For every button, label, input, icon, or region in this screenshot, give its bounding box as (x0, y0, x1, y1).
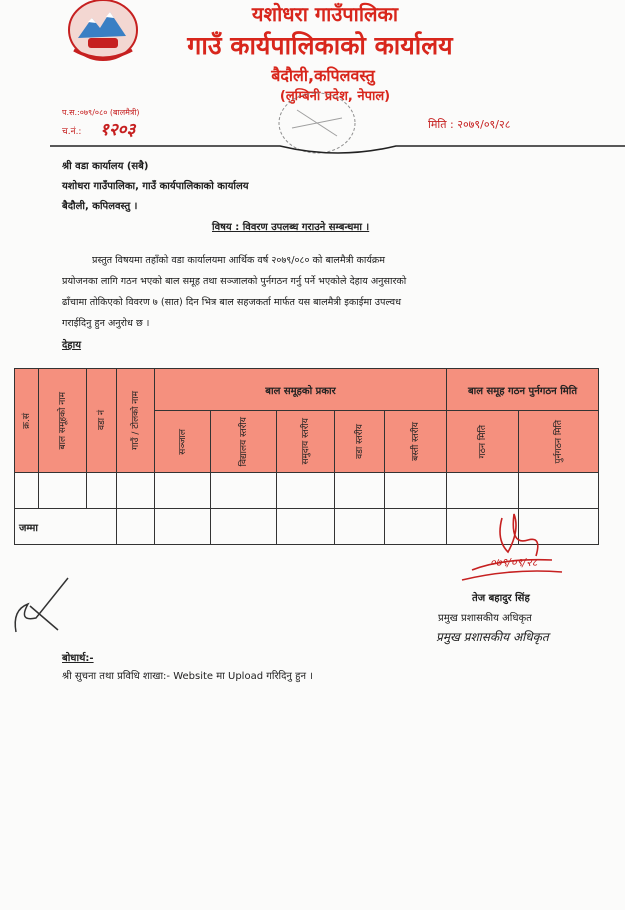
col-header-group-name-text: बाल समूहको नाम (58, 391, 68, 450)
header-divider (50, 142, 625, 158)
body-line-3: ढाँचामा तोकिएको विवरण ७ (सात) दिन भित्र बाल सहजकर्ता मार्फत यस बालमैत्री इकाईमा उपल्वध (62, 297, 402, 308)
body-line-4: गराईदिनु हुन अनुरोध छ । (62, 318, 150, 329)
type-ward (335, 411, 385, 473)
table-cell (519, 473, 599, 509)
dispatch-number-value: १२०३ (100, 120, 136, 140)
officer-signature (432, 510, 572, 590)
municipality-name: यशोधरा गाउँपालिका (251, 2, 399, 26)
type-school-text: विद्यालय स्तरीय (239, 416, 249, 467)
table-row (15, 473, 599, 509)
signer-designation-stamp: प्रमुख प्रशासकीय अधिकृत (436, 630, 549, 644)
type-network-text: सञ्जाल (178, 428, 188, 455)
table-cell (211, 509, 277, 545)
type-community-text: समुदाय स्तरीय (301, 418, 311, 465)
type-settlement-text: बस्ती स्तरीय (411, 422, 421, 461)
province-country: (लुम्बिनी प्रदेश, नेपाल) (279, 89, 391, 104)
reference-number: प.स.:०७९/०८० (बालमैत्री) (62, 108, 140, 117)
annex-label: देहाय (62, 340, 82, 351)
office-location: बैदौली,कपिलवस्तु (271, 66, 375, 85)
col-header-group-name (39, 369, 87, 473)
table-cell (155, 473, 211, 509)
government-emblem-icon (64, 0, 142, 64)
table-cell (211, 473, 277, 509)
letter-date: मिति : २०७९/०९/२८ (428, 118, 511, 131)
table-cell (15, 473, 39, 509)
table-cell (155, 509, 211, 545)
table-cell (277, 509, 335, 545)
date-reformation (519, 411, 599, 473)
table-cell (39, 473, 87, 509)
recipient-line-3: बैदौली, कपिलवस्तु । (62, 201, 138, 212)
col-header-village (117, 369, 155, 473)
table-cell (335, 509, 385, 545)
col-header-village-text: गाउँ / टोलको नाम (131, 391, 141, 450)
recipient-line-1: श्री वडा कार्यालय (सबै) (62, 161, 149, 172)
group-type-header: बाल समूहको प्रकार (155, 369, 447, 411)
date-formation-text: गठन मिति (478, 424, 489, 459)
table-cell (117, 473, 155, 509)
signer-designation: प्रमुख प्रशासकीय अधिकृत (438, 613, 532, 624)
cc-label: बोधार्थ:- (62, 653, 94, 664)
recipient-line-2: यशोधरा गाउँपालिका, गाउँ कार्यपालिकाको कार्यालय (62, 181, 249, 192)
body-line-1: प्रस्तुत विषयमा तहाँको वडा कार्यालयमा आर्थिक वर्ष २०७९/०८० को बालमैत्री कार्यक्रम (92, 255, 385, 266)
cc-text: श्री सुचना तथा प्रविधि शाखा:- Website मा Upload गरिदिनु हुन । (62, 671, 313, 682)
dispatch-number-label: च.नं.: (62, 127, 82, 137)
initials-signature (8, 570, 78, 640)
type-school (211, 411, 277, 473)
type-settlement (385, 411, 447, 473)
type-ward-text: वडा स्तरीय (355, 424, 365, 459)
col-header-sn-text: क्र.सं (22, 412, 32, 429)
table-cell (385, 473, 447, 509)
type-network (155, 411, 211, 473)
total-label: जम्मा (15, 509, 117, 545)
body-line-2: प्रयोजनका लागि गठन भएको बाल समूह तथा सञ्जालको पुर्नगठन गर्नु पर्ने भएकोले देहाय अनुसारको (62, 276, 407, 287)
col-header-ward (87, 369, 117, 473)
date-formation (447, 411, 519, 473)
signature-date: ०७९/०९/२८ (490, 556, 538, 569)
date-header: बाल समूह गठन पुर्नगठन मिति (447, 369, 599, 411)
col-header-ward-text: वडा नं (97, 410, 107, 431)
table-cell (335, 473, 385, 509)
table-cell (87, 473, 117, 509)
table-cell (447, 473, 519, 509)
col-header-sn (15, 369, 39, 473)
signer-name: तेज बहादुर सिंह (472, 593, 530, 604)
type-community (277, 411, 335, 473)
table-cell (277, 473, 335, 509)
date-reformation-text: पुर्नगठन मिति (554, 419, 565, 464)
table-cell (117, 509, 155, 545)
office-name: गाउँ कार्यपालिकाको कार्यालय (187, 31, 453, 60)
subject-line: विषय : विवरण उपलब्ध गराउने सम्बन्धमा । (212, 222, 370, 233)
